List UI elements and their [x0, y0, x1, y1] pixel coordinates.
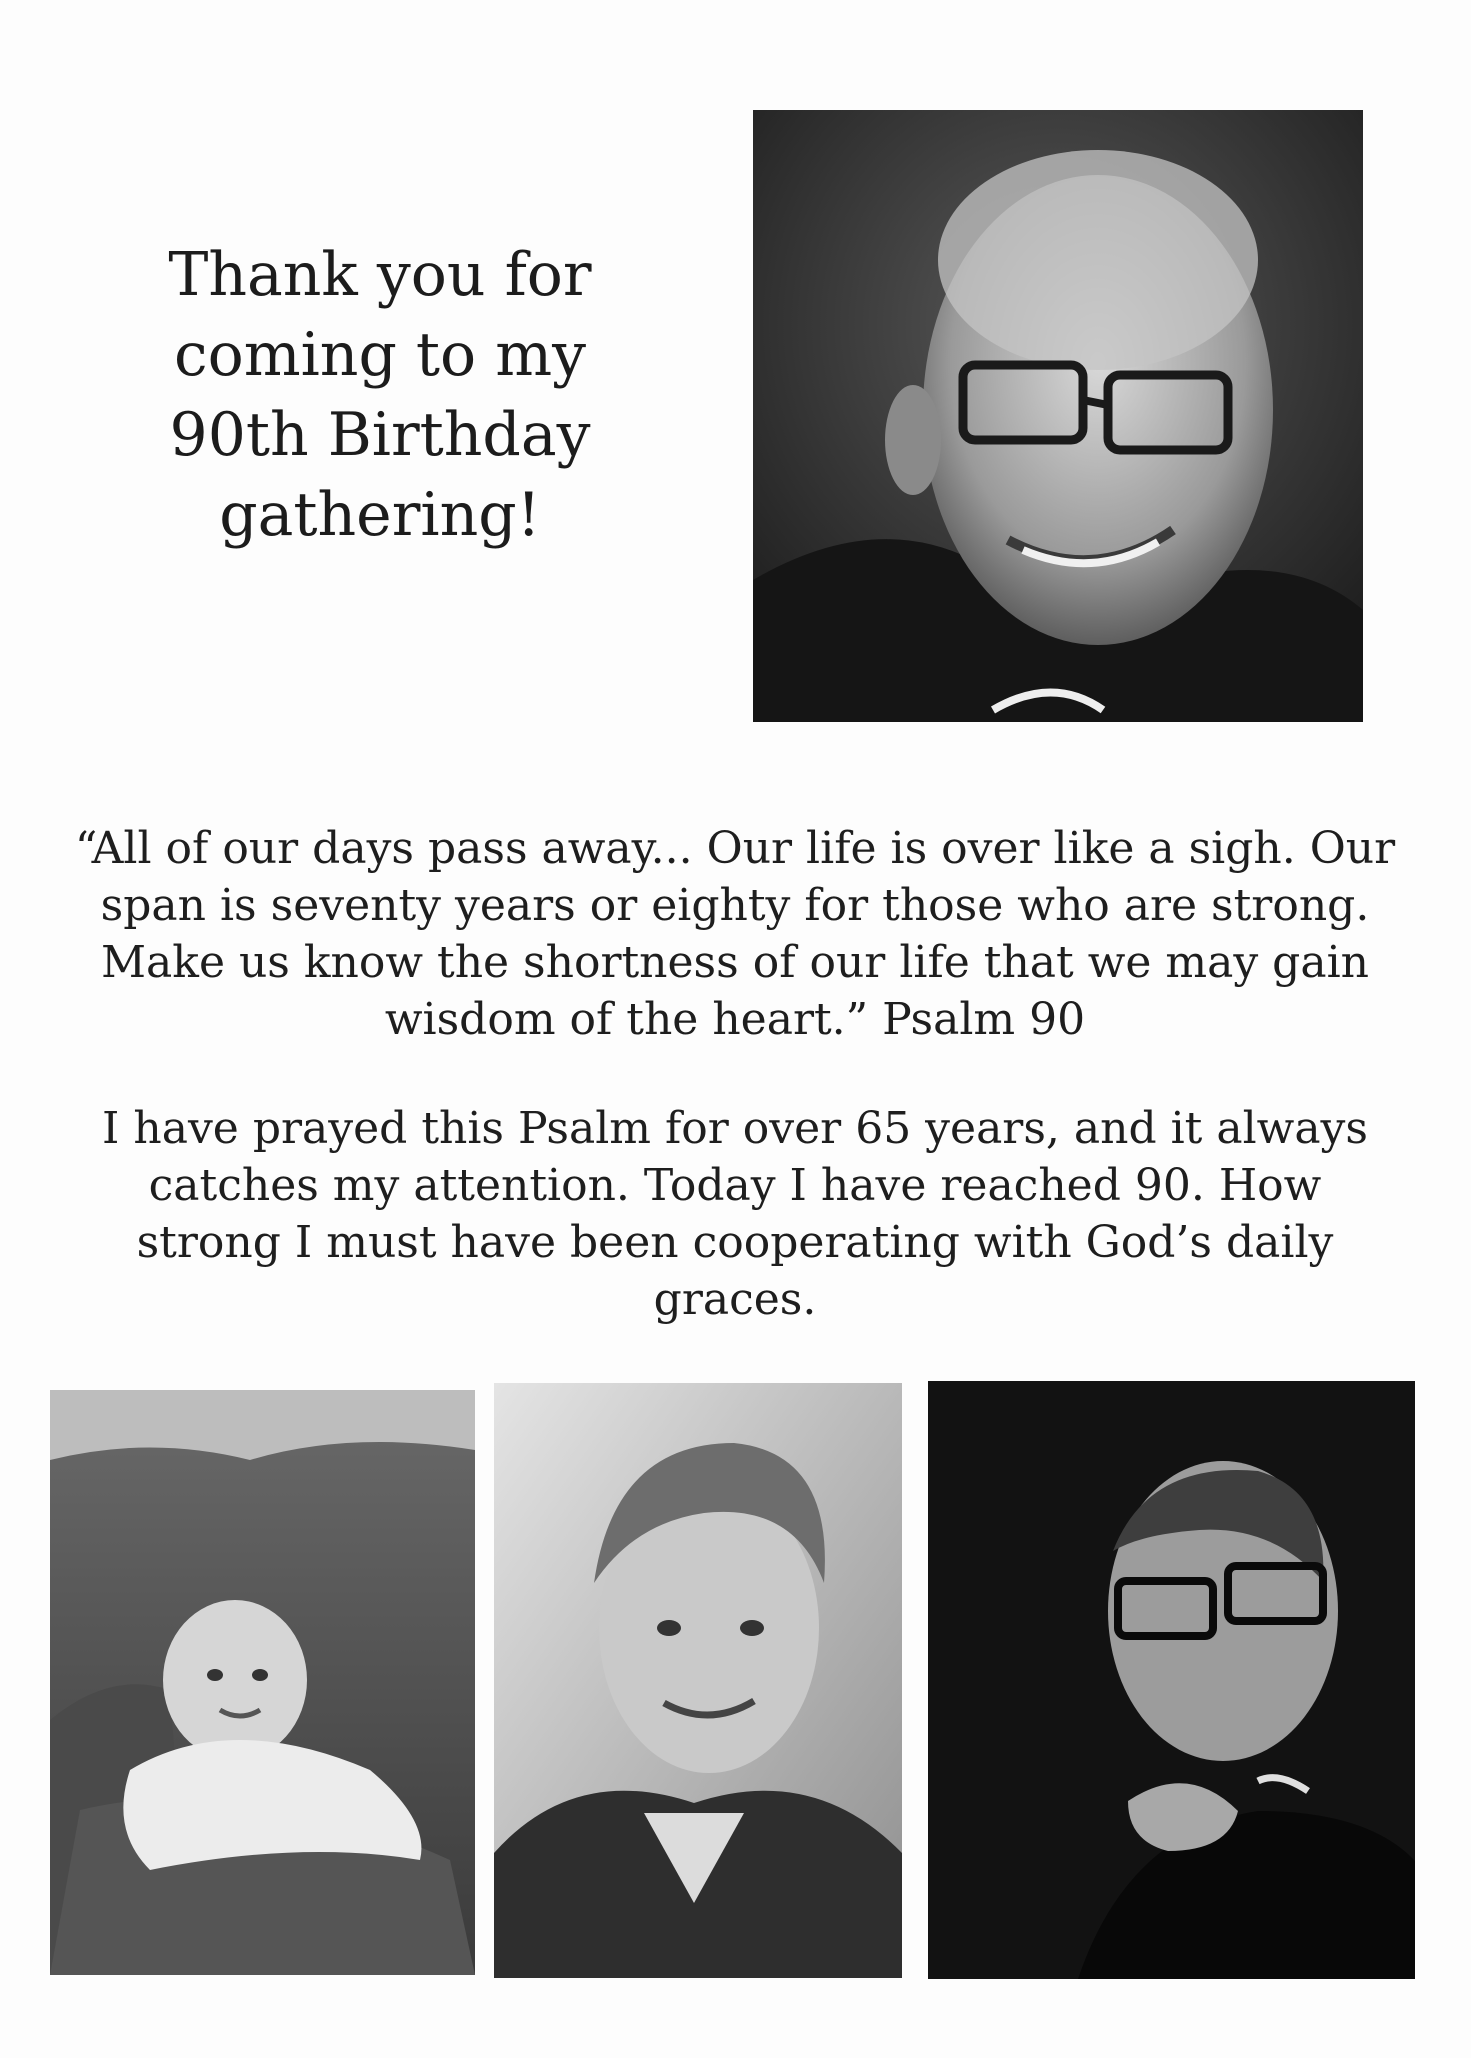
portrait-image — [753, 110, 1363, 722]
priest-image — [928, 1381, 1415, 1979]
young-priest-photo — [928, 1381, 1415, 1979]
message-line-3: strong I must have been cooperating with God’s daily — [136, 1217, 1334, 1268]
boy-photo — [494, 1383, 902, 1978]
title-line-1: Thank you for — [168, 240, 592, 310]
portrait-photo — [753, 110, 1363, 722]
baby-image — [50, 1390, 475, 1975]
baby-photo — [50, 1390, 475, 1975]
title-line-4: gathering! — [219, 480, 541, 550]
quote-line-3: Make us know the shortness of our life that we may gain — [101, 937, 1369, 988]
page-title — [100, 235, 660, 555]
personal-message — [60, 1100, 1410, 1328]
message-line-2: catches my attention. Today I have reached 90. How — [148, 1160, 1322, 1211]
quote-line-1: “All of our days pass away... Our life is over like a sigh. Our — [74, 823, 1396, 874]
psalm-quote — [60, 820, 1410, 1048]
title-line-2: coming to my — [173, 320, 587, 390]
quote-line-4: wisdom of the heart.” Psalm 90 — [384, 994, 1086, 1045]
quote-line-2: span is seventy years or eighty for those who are strong. — [100, 880, 1370, 931]
boy-image — [494, 1383, 902, 1978]
title-line-3: 90th Birthday — [169, 400, 591, 470]
message-line-4: graces. — [653, 1274, 817, 1325]
message-line-1: I have prayed this Psalm for over 65 years, and it always — [102, 1103, 1368, 1154]
